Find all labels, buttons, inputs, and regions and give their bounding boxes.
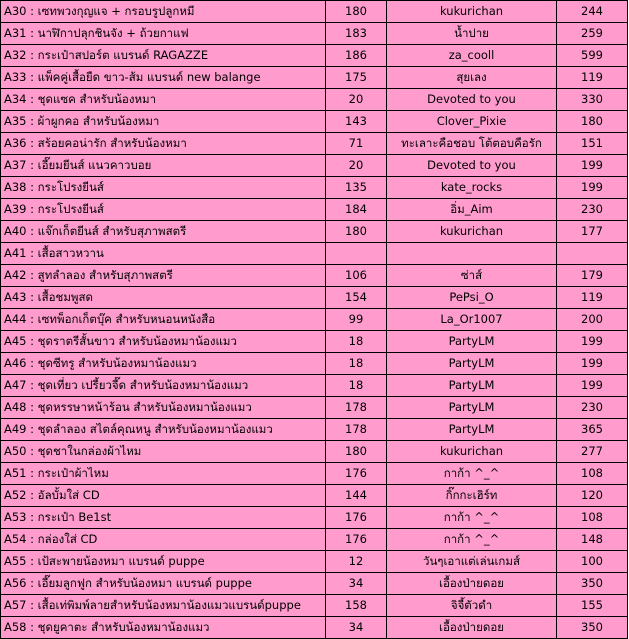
item-name-cell: A54 : กล่องใส่ CD xyxy=(1,529,326,551)
username-cell: PartyLM xyxy=(387,419,557,441)
table-row xyxy=(1,441,628,463)
item-name-cell: A58 : ชุดยูคาตะ สำหรับน้องหมาน้องแมว xyxy=(1,617,326,639)
table-row xyxy=(1,221,628,243)
value-cell: 365 xyxy=(557,419,628,441)
quantity-cell: 178 xyxy=(326,419,387,441)
username-cell: PePsi_O xyxy=(387,287,557,309)
value-cell: 350 xyxy=(557,573,628,595)
username-cell: La_Or1007 xyxy=(387,309,557,331)
table-row xyxy=(1,155,628,177)
quantity-cell: 180 xyxy=(326,1,387,23)
quantity-cell: 12 xyxy=(326,551,387,573)
value-cell: 119 xyxy=(557,287,628,309)
item-name-cell: A38 : กระโปรงยีนส์ xyxy=(1,177,326,199)
username-cell: กาก้า ^_^ xyxy=(387,463,557,485)
table-row xyxy=(1,111,628,133)
item-name-cell: A57 : เสื้อเท่พิมพ์ลายสำหรับน้องหมาน้องแมวแบรนด์puppe xyxy=(1,595,326,617)
table-row xyxy=(1,485,628,507)
item-name-cell: A42 : สูทลำลอง สำหรับสุภาพสตรี xyxy=(1,265,326,287)
table-row xyxy=(1,287,628,309)
table-row xyxy=(1,595,628,617)
username-cell: kukurichan xyxy=(387,1,557,23)
username-cell: Clover_Pixie xyxy=(387,111,557,133)
value-cell: 599 xyxy=(557,45,628,67)
quantity-cell: 18 xyxy=(326,331,387,353)
quantity-cell: 176 xyxy=(326,463,387,485)
username-cell: PartyLM xyxy=(387,331,557,353)
quantity-cell: 71 xyxy=(326,133,387,155)
item-name-cell: A43 : เสื้อชมพูสด xyxy=(1,287,326,309)
item-name-cell: A50 : ชุดชาในกล่องผ้าไหม xyxy=(1,441,326,463)
username-cell: za_cooll xyxy=(387,45,557,67)
table-row xyxy=(1,265,628,287)
quantity-cell: 135 xyxy=(326,177,387,199)
table-row xyxy=(1,1,628,23)
username-cell: กาก้า ^_^ xyxy=(387,529,557,551)
username-cell: วันๆเอาแต่เล่นเกมส์ xyxy=(387,551,557,573)
value-cell: 244 xyxy=(557,1,628,23)
table-row xyxy=(1,529,628,551)
value-cell: 177 xyxy=(557,221,628,243)
item-name-cell: A31 : นาฬิกาปลุกชินจัง + ถ้วยกาแฟ xyxy=(1,23,326,45)
username-cell: PartyLM xyxy=(387,353,557,375)
username-cell: จิจี้ตัวดำ xyxy=(387,595,557,617)
quantity-cell: 144 xyxy=(326,485,387,507)
value-cell: 148 xyxy=(557,529,628,551)
quantity-cell: 178 xyxy=(326,397,387,419)
quantity-cell xyxy=(326,243,387,265)
value-cell: 350 xyxy=(557,617,628,639)
table-row xyxy=(1,133,628,155)
username-cell: PartyLM xyxy=(387,375,557,397)
quantity-cell: 20 xyxy=(326,155,387,177)
table-row xyxy=(1,89,628,111)
username-cell: อิ่ม_Aim xyxy=(387,199,557,221)
value-cell: 259 xyxy=(557,23,628,45)
username-cell: เอื้องป่ายดอย xyxy=(387,573,557,595)
value-cell: 180 xyxy=(557,111,628,133)
item-name-cell: A51 : กระเป๋าผ้าไหม xyxy=(1,463,326,485)
table-row xyxy=(1,353,628,375)
value-cell: 179 xyxy=(557,265,628,287)
item-name-cell: A49 : ชุดลำลอง สไตล์คุณหนู สำหรับน้องหมาน้องแมว xyxy=(1,419,326,441)
item-name-cell: A46 : ชุดซีทรู สำหรับน้องหมาน้องแมว xyxy=(1,353,326,375)
quantity-cell: 175 xyxy=(326,67,387,89)
quantity-cell: 154 xyxy=(326,287,387,309)
quantity-cell: 18 xyxy=(326,375,387,397)
value-cell: 230 xyxy=(557,199,628,221)
table-row xyxy=(1,397,628,419)
item-name-cell: A35 : ผ้าผูกคอ สำหรับน้องหมา xyxy=(1,111,326,133)
value-cell: 230 xyxy=(557,397,628,419)
item-name-cell: A47 : ชุดเที่ยว เปรี้ยวจี๊ด สำหรับน้องหมาน้องแมว xyxy=(1,375,326,397)
value-cell: 199 xyxy=(557,331,628,353)
username-cell: สุยเลง xyxy=(387,67,557,89)
table-row xyxy=(1,419,628,441)
table-row xyxy=(1,23,628,45)
quantity-cell: 183 xyxy=(326,23,387,45)
value-cell: 199 xyxy=(557,353,628,375)
username-cell: ซ่าส์ xyxy=(387,265,557,287)
value-cell: 108 xyxy=(557,463,628,485)
username-cell: กาก้า ^_^ xyxy=(387,507,557,529)
table-row xyxy=(1,507,628,529)
table-row xyxy=(1,199,628,221)
quantity-cell: 106 xyxy=(326,265,387,287)
value-cell: 199 xyxy=(557,375,628,397)
quantity-cell: 143 xyxy=(326,111,387,133)
table-row xyxy=(1,551,628,573)
value-cell: 119 xyxy=(557,67,628,89)
username-cell xyxy=(387,243,557,265)
table-row xyxy=(1,463,628,485)
item-name-cell: A53 : กระเป๋า Be1st xyxy=(1,507,326,529)
auction-table-body xyxy=(1,1,628,639)
table-row xyxy=(1,177,628,199)
item-name-cell: A39 : กระโปรงยีนส์ xyxy=(1,199,326,221)
item-name-cell: A34 : ชุดแซค สำหรับน้องหมา xyxy=(1,89,326,111)
username-cell: เอื้องป่ายดอย xyxy=(387,617,557,639)
username-cell: Devoted to you xyxy=(387,89,557,111)
quantity-cell: 34 xyxy=(326,573,387,595)
table-row xyxy=(1,67,628,89)
username-cell: kate_rocks xyxy=(387,177,557,199)
quantity-cell: 158 xyxy=(326,595,387,617)
item-name-cell: A48 : ชุดหรรษาหน้าร้อน สำหรับน้องหมาน้องแมว xyxy=(1,397,326,419)
username-cell: PartyLM xyxy=(387,397,557,419)
value-cell: 100 xyxy=(557,551,628,573)
value-cell: 200 xyxy=(557,309,628,331)
value-cell: 277 xyxy=(557,441,628,463)
quantity-cell: 180 xyxy=(326,221,387,243)
quantity-cell: 34 xyxy=(326,617,387,639)
quantity-cell: 184 xyxy=(326,199,387,221)
value-cell: 199 xyxy=(557,155,628,177)
value-cell: 330 xyxy=(557,89,628,111)
value-cell: 155 xyxy=(557,595,628,617)
quantity-cell: 180 xyxy=(326,441,387,463)
table-row xyxy=(1,617,628,639)
item-name-cell: A44 : เซทพ็อกเก็ตบุ๊ค สำหรับหนอนหนังสือ xyxy=(1,309,326,331)
item-name-cell: A45 : ชุดราตรีสั้นขาว สำหรับน้องหมาน้องแมว xyxy=(1,331,326,353)
item-name-cell: A56 : เอี๊ยมลูกฟูก สำหรับน้องหมา แบรนด์ puppe xyxy=(1,573,326,595)
item-name-cell: A55 : เป้สะพายน้องหมา แบรนด์ puppe xyxy=(1,551,326,573)
item-name-cell: A41 : เสื้อสาวหวาน xyxy=(1,243,326,265)
value-cell: 199 xyxy=(557,177,628,199)
quantity-cell: 18 xyxy=(326,353,387,375)
item-name-cell: A36 : สร้อยคอน่ารัก สำหรับน้องหมา xyxy=(1,133,326,155)
username-cell: น้ำปาย xyxy=(387,23,557,45)
item-name-cell: A40 : แจ๊กเก็ตยีนส์ สำหรับสุภาพสตรี xyxy=(1,221,326,243)
username-cell: kukurichan xyxy=(387,221,557,243)
table-row xyxy=(1,573,628,595)
value-cell: 151 xyxy=(557,133,628,155)
item-name-cell: A37 : เอี๊ยมยีนส์ แนวคาวบอย xyxy=(1,155,326,177)
username-cell: ทะเลาะคือชอบ โต้ตอบคือรัก xyxy=(387,133,557,155)
table-row xyxy=(1,45,628,67)
table-row xyxy=(1,375,628,397)
quantity-cell: 99 xyxy=(326,309,387,331)
table-row xyxy=(1,331,628,353)
item-name-cell: A32 : กระเป๋าสปอร์ต แบรนด์ RAGAZZE xyxy=(1,45,326,67)
value-cell xyxy=(557,243,628,265)
quantity-cell: 176 xyxy=(326,507,387,529)
username-cell: กิ๊กกะเฮิร์ท xyxy=(387,485,557,507)
quantity-cell: 20 xyxy=(326,89,387,111)
table-row xyxy=(1,309,628,331)
value-cell: 108 xyxy=(557,507,628,529)
username-cell: kukurichan xyxy=(387,441,557,463)
item-name-cell: A30 : เซทพวงกุญแจ + กรอบรูปลูกหมี xyxy=(1,1,326,23)
table-row xyxy=(1,243,628,265)
value-cell: 120 xyxy=(557,485,628,507)
username-cell: Devoted to you xyxy=(387,155,557,177)
item-name-cell: A33 : แพ็คคู่เสื้อยืด ขาว-ส้ม แบรนด์ new balange xyxy=(1,67,326,89)
item-name-cell: A52 : อัลบั้มใส่ CD xyxy=(1,485,326,507)
quantity-cell: 176 xyxy=(326,529,387,551)
quantity-cell: 186 xyxy=(326,45,387,67)
